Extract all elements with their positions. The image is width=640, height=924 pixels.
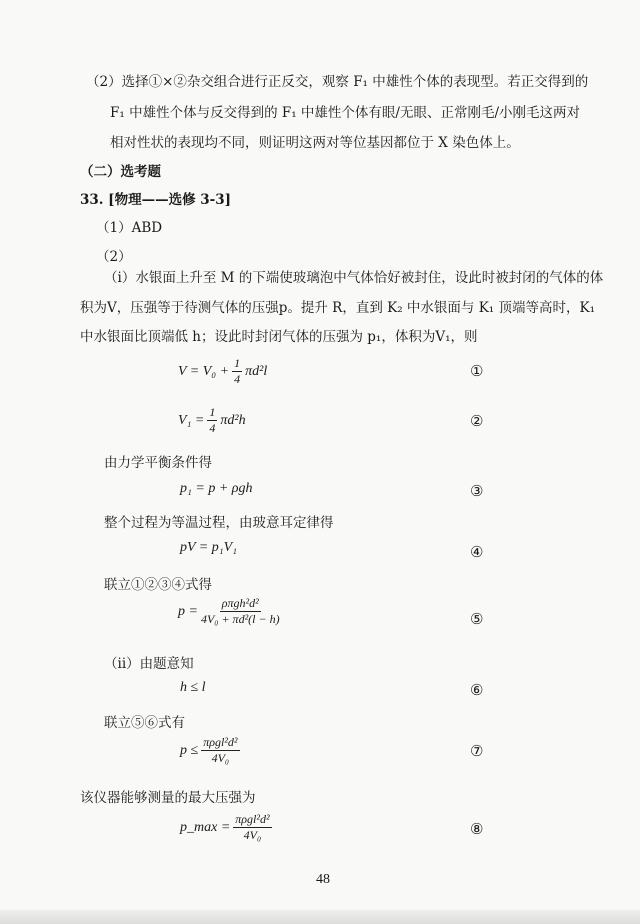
equation-label: ⑥ bbox=[470, 681, 484, 699]
text-line: 该仪器能够测量的最大压强为 bbox=[80, 790, 256, 806]
eq-lhs: p = bbox=[178, 603, 198, 619]
denominator: 4V₀ bbox=[243, 828, 262, 842]
scan-edge bbox=[0, 910, 640, 924]
equation-label: ④ bbox=[470, 543, 484, 561]
numerator: 1 bbox=[234, 356, 241, 370]
equation-label: ⑤ bbox=[470, 610, 484, 628]
eq-rhs: πd²h bbox=[220, 412, 246, 428]
eq-rhs: πd²l bbox=[245, 363, 268, 379]
numerator: 1 bbox=[209, 405, 216, 419]
text-line: （2） bbox=[96, 249, 132, 265]
fraction bbox=[233, 812, 271, 843]
eq-lhs: V₁ = bbox=[178, 412, 205, 428]
equation-label: ⑦ bbox=[470, 742, 484, 760]
fraction bbox=[201, 596, 280, 627]
equation-6: h ≤ l bbox=[180, 680, 206, 695]
denominator: 4 bbox=[234, 372, 241, 386]
text-line: 积为V，压强等于待测气体的压强p。提升 R，直到 K₂ 中水银面与 K₁ 顶端等高时，K₁ bbox=[80, 300, 596, 316]
denominator: 4V₀ bbox=[211, 751, 230, 765]
fraction bbox=[232, 356, 242, 387]
text-line: （2）选择①×②杂交组合进行正反交，观察 F₁ 中雄性个体的表现型。若正交得到的 bbox=[86, 74, 589, 90]
denominator: 4V₀ + πd²(l − h) bbox=[200, 612, 280, 626]
text-line: （1）ABD bbox=[96, 220, 163, 236]
equation-5 bbox=[178, 596, 283, 627]
equation-7 bbox=[180, 735, 243, 766]
fraction bbox=[201, 735, 239, 766]
page-number: 48 bbox=[316, 872, 330, 887]
section-heading: （二）选考题 bbox=[80, 164, 161, 180]
equation-3: p₁ = p + ρgh bbox=[180, 481, 253, 496]
text-line: 相对性状的表现均不同，则证明这两对等位基因都位于 X 染色体上。 bbox=[110, 135, 520, 151]
fraction bbox=[207, 405, 217, 436]
question-heading: 33. [物理——选修 3-3] bbox=[80, 192, 232, 208]
text-line: F₁ 中雄性个体与反交得到的 F₁ 中雄性个体有眼/无眼、正常刚毛/小刚毛这两对 bbox=[110, 105, 581, 121]
text-line: （ii）由题意知 bbox=[104, 656, 194, 672]
eq-lhs: V = V₀ + bbox=[178, 363, 230, 379]
text-line: 中水银面比顶端低 h；设此时封闭气体的压强为 p₁，体积为V₁，则 bbox=[80, 329, 478, 345]
eq-lhs: p_max = bbox=[180, 819, 231, 835]
equation-label: ⑧ bbox=[470, 820, 484, 838]
denominator: 4 bbox=[209, 421, 216, 435]
text-line: 整个过程为等温过程，由玻意耳定律得 bbox=[104, 515, 334, 531]
numerator: πρgl²d² bbox=[203, 735, 238, 749]
text-line: （i）水银面上升至 M 的下端使玻璃泡中气体恰好被封住，设此时被封闭的气体的体 bbox=[104, 270, 604, 286]
numerator: ρπgh²d² bbox=[221, 596, 259, 610]
equation-label: ① bbox=[470, 362, 484, 380]
equation-4: pV = p₁V₁ bbox=[180, 540, 238, 555]
text-line: 联立⑤⑥式有 bbox=[104, 715, 185, 731]
equation-1 bbox=[178, 356, 267, 387]
text-line: 由力学平衡条件得 bbox=[104, 455, 212, 471]
equation-label: ③ bbox=[470, 482, 484, 500]
numerator: πρgl²d² bbox=[235, 812, 270, 826]
equation-8 bbox=[180, 812, 275, 843]
text-line: 联立①②③④式得 bbox=[104, 577, 212, 593]
eq-lhs: p ≤ bbox=[180, 742, 199, 758]
equation-label: ② bbox=[470, 412, 484, 430]
equation-2 bbox=[178, 405, 246, 436]
